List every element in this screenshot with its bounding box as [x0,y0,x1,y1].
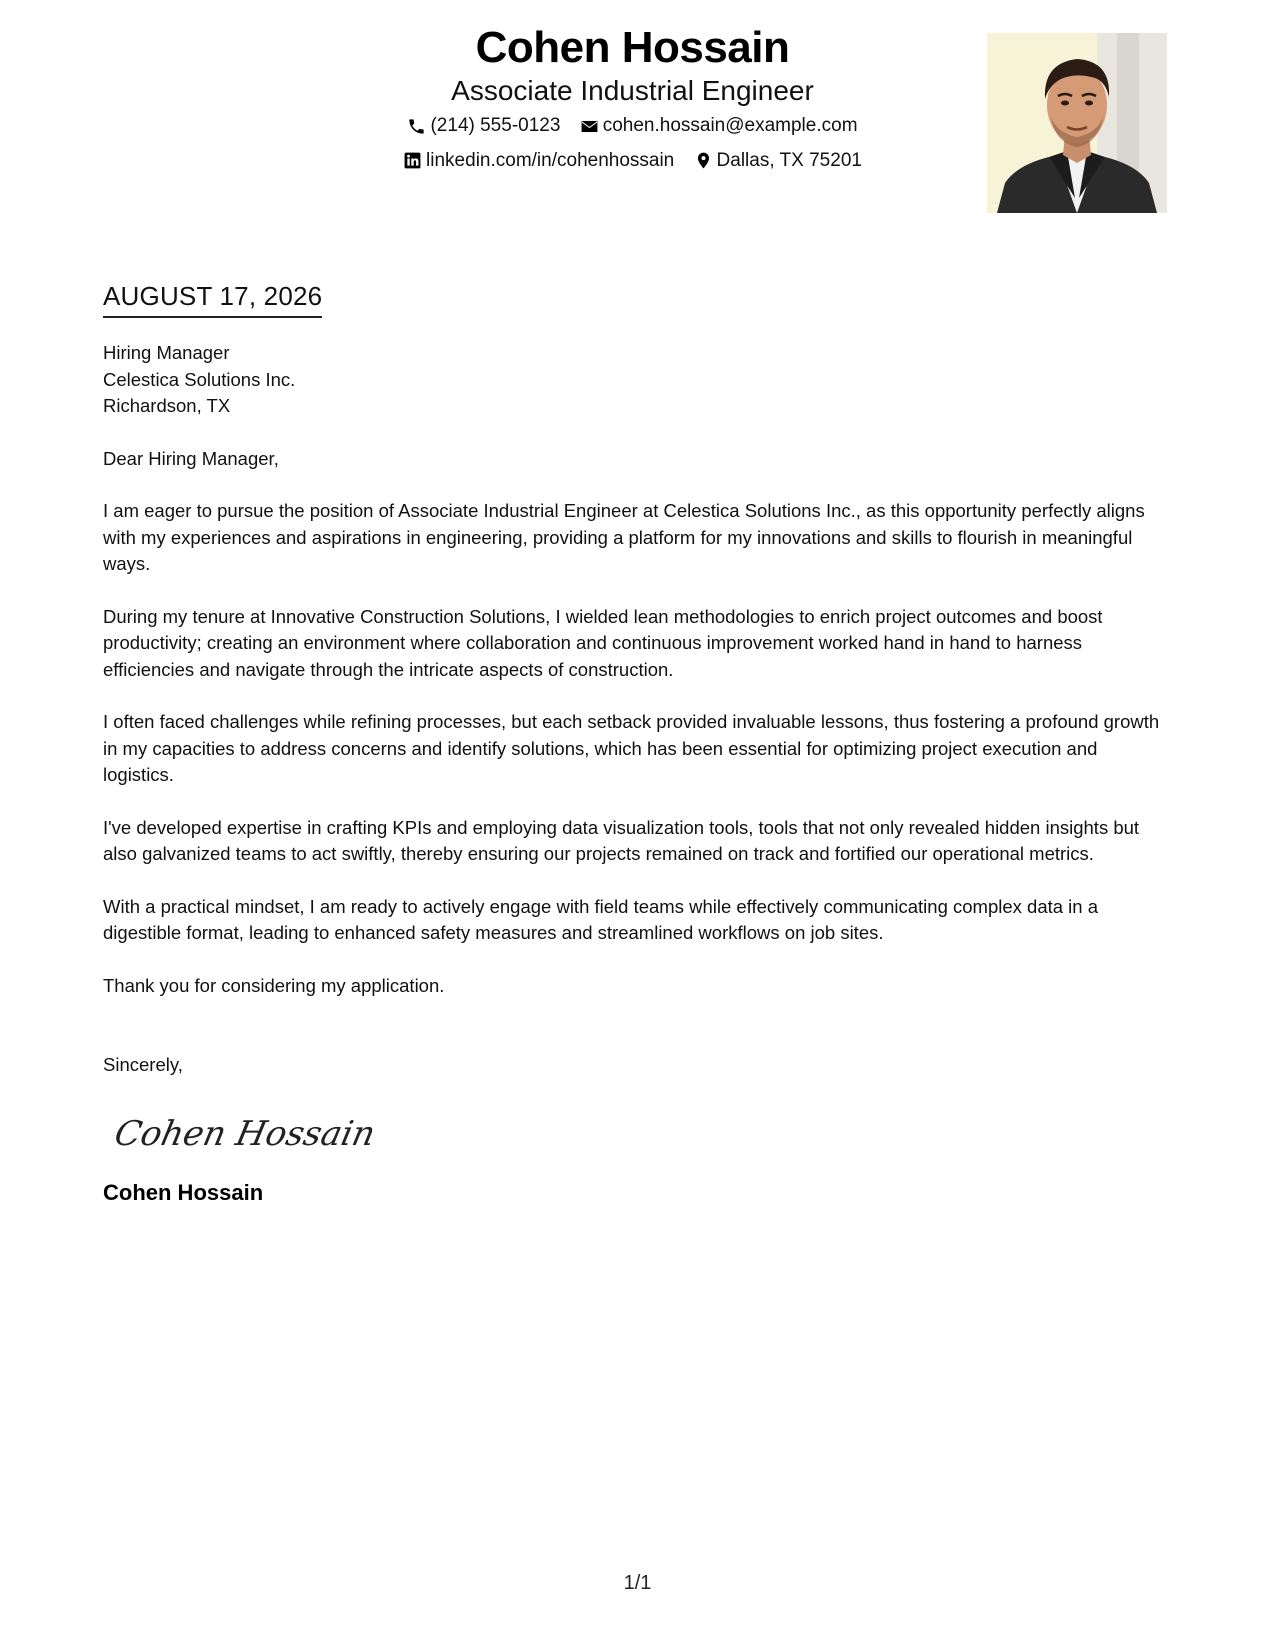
applicant-name: Cohen Hossain [475,23,790,72]
contact-phone [407,114,560,138]
letter-header [0,0,1275,220]
recipient-line: Celestica Solutions Inc. [103,368,296,390]
salutation: Dear Hiring Manager, [103,447,279,469]
map-pin-icon [694,151,713,170]
recipient-line: Hiring Manager [103,342,230,363]
letter-date: AUGUST 17, 2026 [103,280,322,318]
page-number: 1/1 [623,1572,652,1594]
body-paragraph: I am eager to pursue the position of Associate Industrial Engineer at Celestica Solutions Inc., as this opportunity perfectly aligns with my experiences and aspirations in engineering, providing a platform for my innovations and skills to flourish in meaningful ways. [103,500,1145,574]
closing: Sincerely, [103,1054,183,1075]
body-paragraph: I've developed expertise in crafting KPIs and employing data visualization tools, tools that not only revealed hidden insights but also galvanized teams to act swiftly, thereby ensuring our projects remained on track and fortified our operational metrics. [103,816,1140,864]
recipient-line: Richardson, TX [103,395,231,416]
body-paragraph: With a practical mindset, I am ready to actively engage with field teams while effectively communicating complex data in a digestible format, leading to enhanced safety measures and streamlined workflows on job sites. [103,895,1099,943]
contact-email[interactable] [580,114,858,138]
email-text: cohen.hossain@example.com [602,115,858,136]
profile-photo [987,33,1167,213]
signature-image [111,1107,379,1157]
body-paragraph: I often faced challenges while refining processes, but each setback provided invaluable lessons, thus fostering a profound growth in my capacities to address concerns and identify solutions, which has been essential for optimizing project execution and logistics. [103,711,1160,785]
handwritten-signature [111,1107,1173,1157]
contact-linkedin[interactable] [403,149,674,173]
location-text: Dallas, TX 75201 [716,149,862,171]
signature-text: Cohen Hossain [111,1113,379,1154]
contact-location [694,149,862,173]
phone-text: (214) 555-0123 [430,115,561,136]
applicant-title: Associate Industrial Engineer [451,75,814,106]
body-paragraph: During my tenure at Innovative Construction Solutions, I wielded lean methodologies to enrich project outcomes and boost productivity; creating an environment where collaboration and continuous improvement worked hand in hand to harness efficiencies and navigate through the intricate aspects of construction. [103,605,1103,680]
signer-name: Cohen Hossain [103,1179,264,1205]
linkedin-text: linkedin.com/in/cohenhossain [426,149,675,171]
phone-icon [407,117,426,136]
body-paragraph: Thank you for considering my application. [103,974,445,996]
envelope-icon [580,117,599,136]
letter-body [103,340,1173,1207]
recipient-block [103,340,1173,420]
portrait-image [987,33,1167,213]
linkedin-icon [403,151,422,170]
date-block [103,280,322,318]
